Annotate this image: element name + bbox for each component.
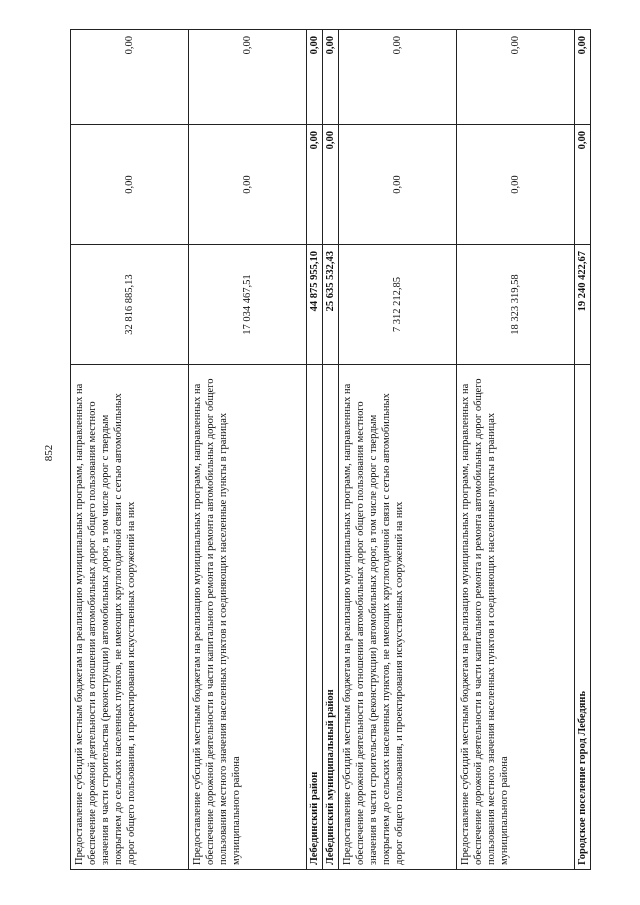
amount-cell: 0,00 xyxy=(575,30,591,125)
amount-cell: 0,00 xyxy=(71,125,189,245)
amount-cell: 17 034 467,51 xyxy=(189,245,307,365)
table-row xyxy=(457,30,575,870)
table-row xyxy=(189,30,307,870)
row-name: Лебединский муниципальный район xyxy=(323,365,339,870)
table-row xyxy=(71,30,189,870)
amount-cell: 32 816 885,13 xyxy=(71,245,189,365)
amount-cell: 0,00 xyxy=(189,125,307,245)
table-row-total xyxy=(323,30,339,870)
page-number: 852 xyxy=(43,444,55,462)
amount-cell: 25 635 532,43 xyxy=(323,245,339,365)
amount-cell: 0,00 xyxy=(339,30,457,125)
table-row-total xyxy=(575,30,591,870)
budget-table xyxy=(70,29,591,870)
amount-cell: 44 875 955,10 xyxy=(307,245,323,365)
table-row xyxy=(339,30,457,870)
amount-cell: 0,00 xyxy=(457,125,575,245)
row-name: Предоставление субсидий местным бюджетам на реализацию муниципальных программ, направленных на обеспечение дорожной деятельности в отношении автомобильных дорог общего пользования местного значения в части строительства (реконструкции) автомобильных дорог, в том числе дорог с твердым покрытием до сельских населенных пунктов, не имеющих круглогодичной связи с сетью автомобильных дорог общего пользования, и проектирования искусственных сооружений на них xyxy=(71,365,189,870)
row-name: Предоставление субсидий местным бюджетам на реализацию муниципальных программ, направленных на обеспечение дорожной деятельности в части капитального ремонта и ремонта автомобильных дорог общего пользования местного значения населенных пунктов и соединяющих населенные пункты в границах муниципального района xyxy=(189,365,307,870)
amount-cell: 0,00 xyxy=(339,125,457,245)
row-name: Предоставление субсидий местным бюджетам на реализацию муниципальных программ, направленных на обеспечение дорожной деятельности в части капитального ремонта и ремонта автомобильных дорог общего пользования местного значения населенных пунктов и соединяющих населенные пункты в границах муниципального района xyxy=(457,365,575,870)
amount-cell: 7 312 212,85 xyxy=(339,245,457,365)
row-name: Предоставление субсидий местным бюджетам на реализацию муниципальных программ, направленных на обеспечение дорожной деятельности в отношении автомобильных дорог общего пользования местного значения в части строительства (реконструкции) автомобильных дорог, в том числе дорог с твердым покрытием до сельских населенных пунктов, не имеющих круглогодичной связи с сетью автомобильных дорог общего пользования, и проектирования искусственных сооружений на них xyxy=(339,365,457,870)
amount-cell: 0,00 xyxy=(323,30,339,125)
row-name: Городское поселение город Лебедянь xyxy=(575,365,591,870)
amount-cell: 0,00 xyxy=(189,30,307,125)
row-name: Лебединский район xyxy=(307,365,323,870)
amount-cell: 0,00 xyxy=(307,30,323,125)
table-row-total xyxy=(307,30,323,870)
amount-cell: 0,00 xyxy=(323,125,339,245)
amount-cell: 0,00 xyxy=(457,30,575,125)
amount-cell: 0,00 xyxy=(307,125,323,245)
amount-cell: 0,00 xyxy=(71,30,189,125)
rotated-table-wrapper xyxy=(70,30,588,870)
amount-cell: 0,00 xyxy=(575,125,591,245)
amount-cell: 18 323 319,58 xyxy=(457,245,575,365)
amount-cell: 19 240 422,67 xyxy=(575,245,591,365)
